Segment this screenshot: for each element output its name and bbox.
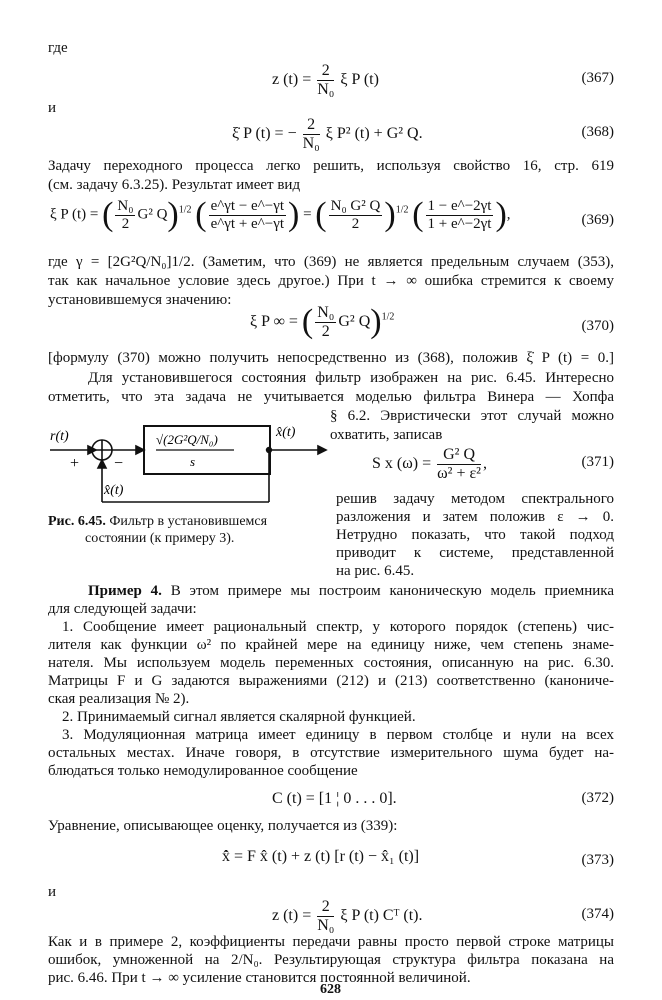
paragraph-5-line-2: разложения и затем положив ε → 0. xyxy=(336,509,614,525)
equation-373: x̂̇ = F x̂ (t) + z (t) [r (t) − x̂₁ (t)] xyxy=(222,848,420,865)
paragraph-7-line-2: ошибок, умноженной на 2/N₀. Результирующая структура фильтра показана на xyxy=(48,952,614,968)
paragraph-2-line-1: где γ = [2G²Q/N₀]1/2. (Заметим, что (369) не является предельным случаем (353), xyxy=(48,254,614,270)
fig-output-label: x̂(t) xyxy=(276,425,296,440)
item-1-line-2: лителя как функции ω² по крайней мере на единицу ниже, чем степень знаме- xyxy=(48,637,614,653)
paragraph-7-line-1: Как и в примере 2, коэффициенты передачи равны просто первой строке матрицы xyxy=(48,934,614,950)
equation-370: ξ P ∞ = ( $\frac{\text{N₀}}{2}$ G² Q)$^{1/2}$ xyxy=(250,303,395,341)
equation-number-368: (368) xyxy=(581,124,614,140)
caption-line-1: Фильтр в установившемся xyxy=(109,514,268,529)
equation-367: z (t) = $\frac{2}{\text{N₀}}$ ξ P (t) xyxy=(272,62,379,98)
paragraph-3: [формулу (370) можно получить непосредственно из (368), положив ξ̇ P (t) = 0.] xyxy=(48,350,614,366)
junction-arrow-icon xyxy=(136,446,144,454)
figure-caption xyxy=(48,514,334,530)
text-where-1: где xyxy=(48,40,68,56)
equation-369: ξ P (t) = ( $\frac{\text{N₀}}{2}$ G² Q)$^{1/2}$ ( $\frac{e\^{}\gamma t - e\^{}-\gamma t}{e\^{}\gamma t + e\^{}-\gamma t}$ ) = ( $\frac{\text{N₀ G² Q}}{2}$ )$^{1/2}$ ( $\frac{1 - e\^{}-2\gamma t}{1 + e\^{}-2\gamma t}$ ), xyxy=(50,196,511,233)
equation-number-373: (373) xyxy=(581,852,614,868)
example-4-line-1: Пример 4. В этом примере мы построим каноническую модель приемника xyxy=(88,583,614,599)
fig-input-label: r(t) xyxy=(50,429,69,444)
equation-372: C (t) = [1 ¦ 0 . . . 0]. xyxy=(272,790,397,807)
paragraph-4-line-4: охватить, записав xyxy=(330,427,443,443)
paragraph-4-line-2: отметить, что эта задача не учитывается моделью фильтра Винера — Хопфа xyxy=(48,389,614,405)
item-1-line-5: ская реализация № 2). xyxy=(48,691,190,707)
page-number: 628 xyxy=(320,982,341,997)
text-and-2: и xyxy=(48,884,57,900)
equation-371: S x (ω) = $\frac{\text{G² Q}}{\text{ω² + ε²}}$ , xyxy=(372,446,487,482)
figure-6-45-block-diagram xyxy=(44,414,334,508)
feedback-arrow-icon xyxy=(98,460,106,468)
item-3-line-1: 3. Модуляционная матрица имеет единицу в первом столбце и нули на всех xyxy=(62,727,614,743)
paragraph-7-line-3: рис. 6.46. При t → ∞ усиление становится постоянной величиной. xyxy=(48,970,471,986)
paragraph-1-line-1: Задачу переходного процесса легко решить, используя свойство 16, стр. 619 xyxy=(48,158,614,174)
paragraph-5-line-5: на рис. 6.45. xyxy=(336,563,415,579)
paragraph-2-line-3: установившемуся значению: xyxy=(48,292,232,308)
fig-minus-label: − xyxy=(114,455,124,472)
item-3-line-3: блюдаться только немодулированное сообщение xyxy=(48,763,358,779)
paragraph-1-line-2: (см. задачу 6.3.25). Результат имеет вид xyxy=(48,177,301,193)
equation-number-370: (370) xyxy=(581,318,614,334)
fig-gain-label: √(2G²Q/N₀) xyxy=(156,432,218,447)
equation-number-371: (371) xyxy=(581,454,614,470)
paragraph-6: Уравнение, описывающее оценку, получается из (339): xyxy=(48,818,398,834)
equation-number-367: (367) xyxy=(581,70,614,86)
output-arrow-icon xyxy=(318,446,326,454)
item-1-line-1: 1. Сообщение имеет рациональный спектр, у которого порядок (степень) чис- xyxy=(62,619,614,635)
item-3-line-2: остальных местах. Иначе говоря, в отсутствие измерительного шума будет на- xyxy=(48,745,614,761)
paragraph-5-line-3: Нетрудно показать, что такой подход xyxy=(336,527,614,543)
paragraph-4-line-1: Для установившегося состояния фильтр изображен на рис. 6.45. Интересно xyxy=(88,370,614,386)
text-and-1: и xyxy=(48,100,57,116)
item-1-line-4: Матрицы F и G задаются выражениями (212) и (213) соответственно (канониче- xyxy=(48,673,614,689)
paragraph-5-line-4: приводит к системе, представленной xyxy=(336,545,614,561)
equation-number-369: (369) xyxy=(581,212,614,228)
caption-line-2: состоянии (к примеру 3). xyxy=(85,531,235,546)
equation-number-374: (374) xyxy=(581,906,614,922)
item-1-line-3: нателя. Мы используем модель переменных состояния, описанную на рис. 6.30. xyxy=(48,655,614,671)
paragraph-4-line-3: § 6.2. Эвристически этот случай можно xyxy=(330,408,614,424)
fig-feedback-label: x̂(t) xyxy=(104,483,124,498)
caption-label: Рис. 6.45. xyxy=(48,514,106,529)
item-2: 2. Принимаемый сигнал является скалярной функцией. xyxy=(62,709,416,725)
fig-s-label: s xyxy=(190,454,196,469)
fig-plus-label: + xyxy=(70,455,80,472)
equation-number-372: (372) xyxy=(581,790,614,806)
equation-374: z (t) = $\frac{2}{\text{N₀}}$ ξ P (t) Cᵀ (t). xyxy=(272,898,423,934)
example-4-line-2: для следующей задачи: xyxy=(48,601,197,617)
paragraph-2-line-2: так как начальное условие здесь другое.) При t → ∞ ошибка стремится к своему xyxy=(48,273,614,289)
equation-368: ξ̇ P (t) = − $\frac{2}{\text{N₀}}$ ξ P² (t) + G² Q. xyxy=(232,116,423,152)
paragraph-5-line-1: решив задачу методом спектрального xyxy=(336,491,614,507)
